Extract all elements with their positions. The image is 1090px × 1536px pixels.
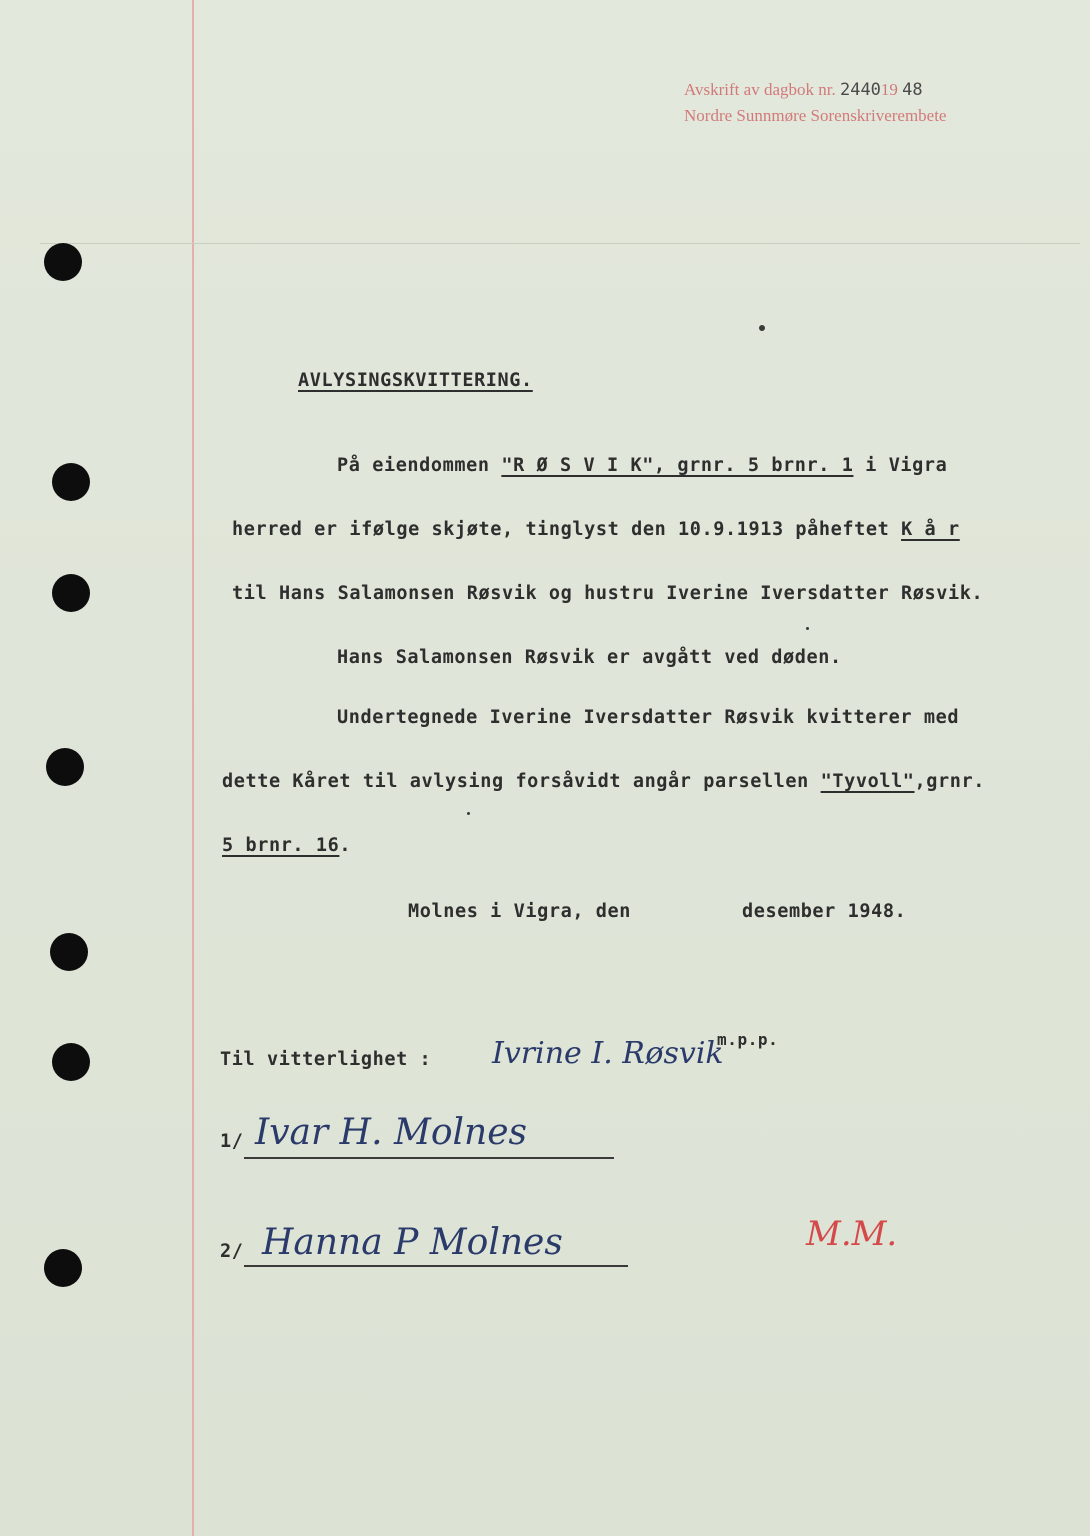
stamp-year: 48 bbox=[902, 80, 923, 100]
body-line-4: Hans Salamonsen Røsvik er avgått ved døden. bbox=[337, 647, 842, 668]
ink-speck bbox=[806, 627, 809, 630]
body-line-7: 5 brnr. 16. bbox=[222, 835, 352, 856]
body-line-2: herred er ifølge skjøte, tinglyst den 10.9.1913 påheftet K å r bbox=[232, 519, 960, 540]
signature-line-1 bbox=[244, 1157, 614, 1159]
punch-hole bbox=[52, 574, 90, 612]
registry-stamp-line-1: Avskrift av dagbok nr. 244019 48 bbox=[684, 80, 923, 100]
fold-line bbox=[40, 243, 1080, 244]
document-title: AVLYSINGSKVITTERING. bbox=[298, 370, 533, 391]
handwritten-signature-main: Ivrine I. Røsvik bbox=[492, 1036, 724, 1071]
body-line-5: Undertegnede Iverine Iversdatter Røsvik kvitterer med bbox=[337, 707, 960, 728]
dagbok-number: 2440 bbox=[839, 80, 881, 100]
punch-hole bbox=[52, 1043, 90, 1081]
body-line-6: dette Kåret til avlysing forsåvidt angår parsellen "Tyvoll",grnr. bbox=[222, 771, 985, 792]
punch-hole bbox=[50, 933, 88, 971]
witness-2-prefix: 2/ bbox=[220, 1241, 244, 1262]
mpp-text: m.p.p. bbox=[717, 1030, 779, 1049]
handwritten-signature-witness-2: Hanna P Molnes bbox=[262, 1222, 563, 1263]
body-line-1: På eiendommen "R Ø S V I K", grnr. 5 brnr. 1 i Vigra bbox=[337, 455, 948, 476]
witness-1-prefix: 1/ bbox=[220, 1131, 244, 1152]
punch-hole bbox=[44, 1249, 82, 1287]
body-line-3: til Hans Salamonsen Røsvik og hustru Iverine Iversdatter Røsvik. bbox=[232, 583, 984, 604]
punch-hole bbox=[44, 243, 82, 281]
red-margin-line bbox=[192, 0, 194, 1536]
registry-stamp-line-2: Nordre Sunnmøre Sorenskriverembete bbox=[684, 106, 947, 125]
red-initials: M.M. bbox=[806, 1214, 898, 1254]
punch-hole bbox=[46, 748, 84, 786]
date-text: desember 1948. bbox=[742, 901, 907, 922]
witness-label: Til vitterlighet : bbox=[220, 1049, 432, 1070]
handwritten-signature-witness-1: Ivar H. Molnes bbox=[255, 1112, 527, 1153]
ink-speck bbox=[467, 812, 470, 815]
signature-line-2 bbox=[244, 1265, 628, 1267]
ink-speck bbox=[759, 325, 765, 331]
place-text: Molnes i Vigra, den bbox=[408, 901, 632, 922]
punch-hole bbox=[52, 463, 90, 501]
